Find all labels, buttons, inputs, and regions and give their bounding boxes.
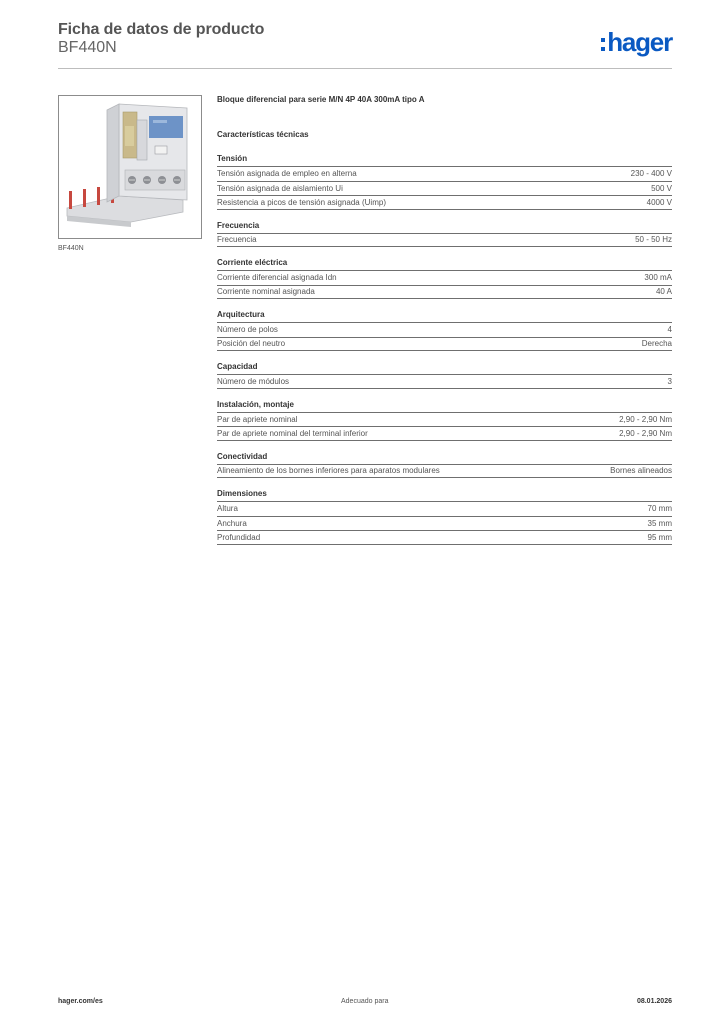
spec-row (217, 270, 672, 285)
header-divider (58, 68, 672, 69)
spec-value: 4000 V (646, 197, 672, 207)
spec-row (217, 530, 672, 545)
spec-group-title: Corriente eléctrica (217, 258, 288, 267)
spec-label: Corriente diferencial asignada Idn (217, 273, 337, 283)
spec-label: Altura (217, 504, 238, 514)
product-reference: BF440N (58, 39, 117, 56)
spec-row (217, 285, 672, 300)
product-description-title: Bloque diferencial para serie M/N 4P 40A 300mA tipo A (217, 95, 425, 104)
spec-label: Número de polos (217, 325, 278, 335)
spec-row (217, 412, 672, 427)
spec-label: Par de apriete nominal del terminal inferior (217, 428, 368, 438)
spec-label: Profundidad (217, 532, 261, 542)
spec-row (217, 166, 672, 181)
spec-label: Resistencia a picos de tensión asignada (Uimp) (217, 197, 386, 207)
spec-label: Tensión asignada de empleo en alterna (217, 169, 357, 179)
spec-value: 3 (667, 376, 672, 386)
logo-dots-icon (601, 38, 605, 51)
hager-logo[interactable] (601, 29, 672, 55)
spec-group-title: Frecuencia (217, 220, 260, 230)
spec-label: Alineamiento de los bornes inferiores para aparatos modulares (217, 466, 440, 476)
spec-row (217, 233, 672, 248)
spec-value: 500 V (651, 183, 672, 193)
spec-row (217, 322, 672, 337)
product-image-caption: BF440N (58, 245, 84, 252)
spec-group-instalacion (217, 400, 672, 441)
spec-value: 4 (667, 325, 672, 335)
spec-group-capacidad (217, 362, 672, 389)
spec-value: 2,90 - 2,90 Nm (619, 428, 672, 438)
spec-value: 70 mm (647, 504, 672, 514)
spec-group-title: Arquitectura (217, 310, 265, 319)
page-title: Ficha de datos de producto (58, 21, 265, 38)
spec-label: Número de módulos (217, 376, 290, 386)
spec-value: 40 A (655, 287, 672, 297)
spec-group-title: Instalación, montaje (217, 399, 294, 409)
specs-heading: Características técnicas (217, 130, 309, 139)
spec-group-frecuencia (217, 221, 672, 248)
footer-date: 08.01.2026 (636, 998, 672, 1005)
rcd-block-illustration-icon (59, 96, 201, 238)
footer-center-text: Adecuado para (341, 998, 389, 1005)
spec-group-title: Dimensiones (217, 489, 267, 498)
product-content (217, 95, 672, 545)
spec-row (217, 464, 672, 479)
logo-text: hager (607, 27, 672, 57)
spec-group-conectividad (217, 452, 672, 479)
spec-value: 35 mm (647, 518, 672, 528)
spec-group-corriente (217, 258, 672, 299)
spec-group-dimensiones (217, 489, 672, 545)
spec-value: 230 - 400 V (630, 169, 672, 179)
spec-group-title: Conectividad (217, 451, 268, 461)
spec-label: Tensión asignada de aislamiento Ui (217, 183, 343, 193)
spec-value: Bornes alineados (610, 466, 672, 476)
spec-group-title: Tensión (217, 154, 248, 163)
spec-row (217, 195, 672, 210)
product-image (58, 95, 202, 239)
spec-value: 2,90 - 2,90 Nm (619, 414, 672, 424)
spec-value: 50 - 50 Hz (635, 235, 672, 245)
spec-value: Derecha (641, 339, 672, 349)
spec-row (217, 501, 672, 516)
spec-row (217, 426, 672, 441)
spec-group-arquitectura (217, 310, 672, 351)
spec-label: Par de apriete nominal (217, 414, 298, 424)
spec-group-title: Capacidad (217, 362, 258, 371)
spec-label: Anchura (217, 518, 247, 528)
spec-row (217, 181, 672, 196)
spec-label: Corriente nominal asignada (217, 287, 315, 297)
spec-row (217, 337, 672, 352)
spec-label: Frecuencia (217, 235, 257, 245)
spec-row (217, 374, 672, 389)
spec-value: 300 mA (644, 273, 672, 283)
spec-group-tension (217, 154, 672, 210)
footer-website-link[interactable]: hager.com/es (58, 998, 103, 1005)
spec-value: 95 mm (647, 532, 672, 542)
spec-row (217, 516, 672, 531)
spec-label: Posición del neutro (217, 339, 286, 349)
